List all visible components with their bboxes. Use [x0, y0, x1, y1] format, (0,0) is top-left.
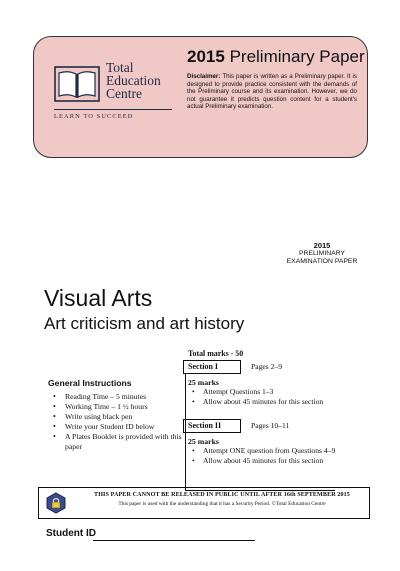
exam-type-block: 2015 PRELIMINARY EXAMINATION PAPER: [286, 241, 358, 266]
list-item: • Attempt ONE question from Questions 4–9: [192, 446, 342, 456]
header-box: [33, 36, 368, 158]
paper-title: 2015 Preliminary Paper: [187, 47, 365, 66]
book-icon: [54, 65, 100, 103]
company-logo: [48, 57, 178, 137]
section-2-label: Section II: [183, 419, 241, 433]
security-notice: [38, 487, 370, 519]
section-1-pages: Pages 2–9: [251, 362, 283, 371]
list-item: • Write using black pen: [53, 412, 183, 422]
list-item: • Write your Student ID below: [53, 422, 183, 432]
notice-main-text: THIS PAPER CANNOT BE RELEASED IN PUBLIC UNTIL AFTER 16th SEPTEMBER 2015: [94, 492, 350, 498]
notice-sub-text: This paper is used with the understanding that it has a Security Period. ©Total Education Centre: [118, 501, 326, 507]
section-1-label: Section I: [183, 360, 241, 374]
list-item: • Attempt Questions 1–3: [192, 387, 342, 397]
student-id-field[interactable]: [93, 540, 255, 541]
logo-tagline: LEARN TO SUCCEED: [54, 109, 172, 120]
padlock-icon: [45, 492, 67, 514]
list-item: • Reading Time – 5 minutes: [53, 392, 183, 402]
list-item: • Working Time – 1 ½ hours: [53, 402, 183, 412]
section-2-list: [192, 446, 342, 466]
list-item: • Allow about 45 minutes for this section: [192, 456, 342, 466]
section-2-marks: 25 marks: [188, 437, 219, 446]
general-instructions-list: [53, 392, 183, 452]
subject-title: Visual Arts: [44, 285, 153, 311]
general-instructions-title: General Instructions: [48, 378, 132, 388]
section-2-pages: Pages 10–11: [251, 421, 290, 430]
list-item: • A Plates Booklet is provided with this paper: [53, 432, 183, 452]
disclaimer: Disclaimer: This paper is written as a Preliminary paper. It is designed to provide practice consistent with the demands of the Preliminary course and its examination. However, we do not guarantee it predicts question content for a student's actual Preliminary examination.: [187, 73, 357, 111]
total-marks: Total marks - 50: [188, 349, 244, 358]
section-1-marks: 25 marks: [188, 378, 219, 387]
subject-subtitle: Art criticism and art history: [44, 314, 245, 333]
list-item: • Allow about 45 minutes for this section: [192, 397, 342, 407]
logo-wordmark: Total Education Centre: [106, 60, 161, 101]
student-id-label: Student ID: [46, 528, 96, 539]
section-1-list: [192, 387, 342, 407]
